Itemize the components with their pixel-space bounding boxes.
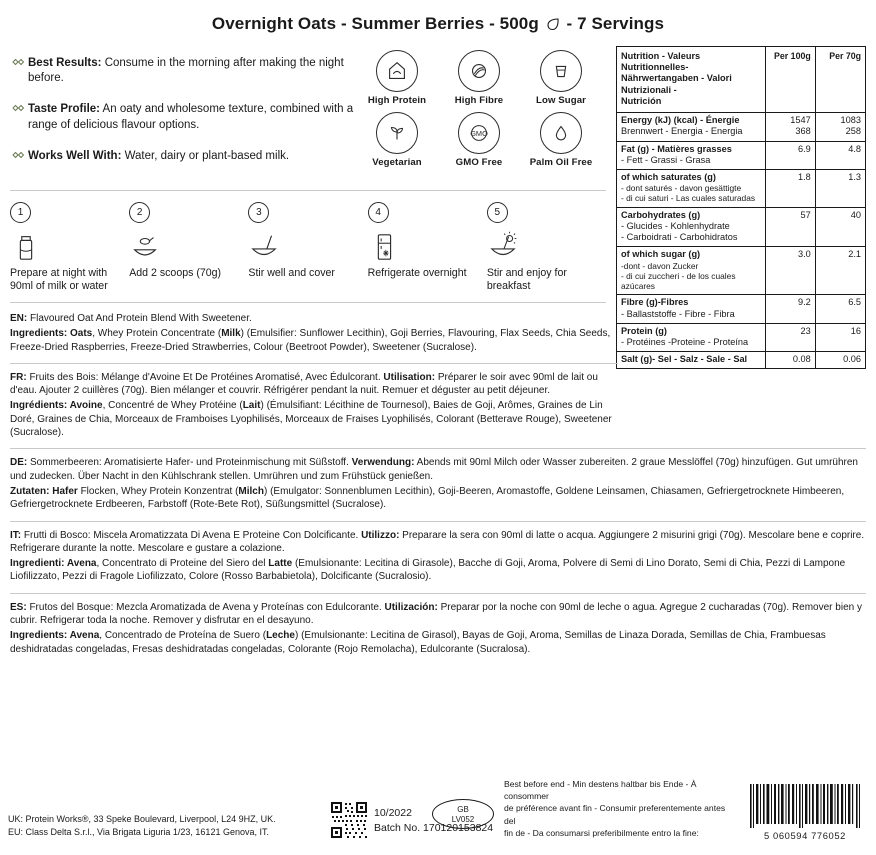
step-number: 5 xyxy=(487,202,508,223)
nutrient-name: Carbohydrates (g) xyxy=(621,209,701,220)
lang-intro-text: Frutti di Bosco: Miscela Aromatizzata Di Avena E Proteine Con Dolcificante. Utilizzo: Preparare la sera con 90ml di latte o acqua. Aggiungere 2 misurini grigi (70g). Mescolare bene e coprire. Refrigerare durante la notte. Mescolare e gustare a colazione. xyxy=(10,529,865,554)
ingredients-es xyxy=(10,593,866,665)
lang-ingredients: Ingredienti: Avena, Concentrato di Proteine del Siero del Latte (Emulsionante: Lecitina di Girasole), Bacche di Goji, Aroma, Polvere di Semi di Lino Dorato, Semi di Chia, Pezzi di Lampone Liofilizzato, Pezzi di Fragole Liofilizzato, Colore (Rosso Barbabietola), Dolcificante (Sucralosio). xyxy=(10,558,846,583)
badge-label: High Protein xyxy=(367,95,427,106)
list-item xyxy=(10,56,354,86)
value-per-100g: 1547 xyxy=(790,115,811,126)
ingredients-en xyxy=(10,305,618,363)
badge-label: Low Sugar xyxy=(536,95,586,106)
diamond-bullet-icon xyxy=(10,102,28,112)
table-row xyxy=(617,207,865,247)
step-text: Prepare at night with 90ml of milk or water xyxy=(10,267,108,293)
badge-label: Palm Oil Free xyxy=(529,157,593,168)
address-line-uk: UK: Protein Works®, 33 Speke Boulevard, Liverpool, L24 9HZ, UK. xyxy=(8,813,276,824)
nutrient-name: Fibre (g)-Fibres xyxy=(621,297,689,308)
highlight-text xyxy=(28,56,354,86)
nutrient-name: of which sugar (g) xyxy=(621,249,701,260)
lang-ingredients: Ingredients: Oats, Whey Protein Concentrate (Milk) (Emulsifier: Sunflower Lecithin), Goji Berries, Flavouring, Flax Seeds, Chia Seeds, Freeze-Dried Raspberries, Freeze-Dried Strawberries, Colour (Beetroot Powder), Sweetener (Sucralose). xyxy=(10,328,611,353)
manufacturer-address xyxy=(8,813,276,839)
nutrient-name: Salt (g)- Sel - Salz - Sale - Sal xyxy=(621,354,748,365)
palm-oil-free-drop-icon xyxy=(540,112,582,154)
fibre-coil-icon xyxy=(458,50,500,92)
lang-ingredients: Ingrédients: Avoine, Concentré de Whey Protéine (Lait) (Émulsifiant: Lécithine de Tournesol), Baies de Goji, Arômes, Graines de Lin Doré, Graines de Chia, Morceaux de Framboises Lyophilisés, Morceaux de Fraises Lyophilisés, Colorant (Betterave Rouge), Sweetener (Sucralose). xyxy=(10,400,612,439)
health-mark-country: GB xyxy=(457,805,469,814)
value-per-100g: 0.08 xyxy=(765,352,815,369)
badge-palm-oil-free xyxy=(520,112,602,168)
low-sugar-cup-icon xyxy=(540,50,582,92)
value-per-100g: 9.2 xyxy=(765,295,815,323)
best-before-line: fin de - Da consumarsi preferibilmente entro la fine: xyxy=(504,827,699,838)
nutrient-subname: - Carboidrati - Carbohidratos xyxy=(621,232,738,243)
lang-code: DE: xyxy=(10,457,28,469)
value-per-100g: 57 xyxy=(765,207,815,247)
highlights-list xyxy=(10,56,354,180)
step-4 xyxy=(368,202,487,293)
nutrient-name: of which saturates (g) xyxy=(621,171,716,182)
highlight-body: Water, dairy or plant-based milk. xyxy=(121,149,290,162)
badge-label: GMO Free xyxy=(455,157,503,168)
barcode-icon xyxy=(748,784,868,828)
value-per-70g: 4.8 xyxy=(815,141,865,169)
svg-text:GMO: GMO xyxy=(470,128,488,138)
divider-bottom xyxy=(10,302,606,303)
scoop-bowl-icon xyxy=(129,227,248,263)
qr-code-icon xyxy=(330,801,368,839)
step-3 xyxy=(248,202,367,293)
address-line-eu: EU: Class Delta S.r.l., Via Brigata Liguria 1/23, 16121 Genova, IT. xyxy=(8,826,269,837)
value-per-100g: 3.0 xyxy=(765,247,815,295)
vegetarian-sprout-icon xyxy=(376,112,418,154)
lang-intro-text: Sommerbeeren: Aromatisierte Hafer- und Proteinmischung mit Süßstoff. Verwendung: Abends mit 90ml Milch oder Wasser zubereiten. 2 graue Messlöffel (70g) hinzufügen. Gut umrühren und zudecken. Über Nacht in den Kühlschrank stellen. Umrühren und zum Frühstück genießen. xyxy=(10,457,858,482)
ingredients-fr xyxy=(10,363,618,448)
nutrient-name: Fat (g) - Matières grasses xyxy=(621,143,732,154)
nutrient-subname: - Glucides - Kohlenhydrate xyxy=(621,220,730,231)
page-title xyxy=(0,14,876,34)
leaf-icon xyxy=(546,17,560,31)
batch-number: Batch No. 170120153824 xyxy=(374,822,494,835)
column-header-per-100g: Per 100g xyxy=(765,47,815,113)
step-number: 3 xyxy=(248,202,269,223)
ingredients-it xyxy=(10,522,866,593)
production-date: 10/2022 xyxy=(374,806,412,819)
badge-high-protein xyxy=(356,50,438,106)
highlight-label: Works Well With: xyxy=(28,149,122,162)
page-title-text: Overnight Oats - Summer Berries - 500g xyxy=(211,14,539,33)
lang-ingredients: Ingredients: Avena, Concentrado de Proteína de Suero (Leche) (Emulsionante: Lecitina de Girasol), Bayas de Goji, Aroma, Semillas de Linaza Dorada, Semillas de Chia, Frambuesas deshidratadas congeladas, Fresas deshidratadas congeladas, Colorante (Rojo Remolacha), Edulcorante (Sucralosa). xyxy=(10,630,826,655)
sunrise-bowl-icon xyxy=(487,227,606,263)
health-mark-oval xyxy=(432,799,494,829)
lang-intro xyxy=(10,456,866,483)
health-mark-code: LV052 xyxy=(451,815,475,824)
step-text: Stir and enjoy for breakfast xyxy=(486,267,567,293)
gmo-free-icon xyxy=(458,112,500,154)
claims-badges xyxy=(356,50,604,174)
step-5 xyxy=(487,202,606,293)
nutrient-subname: - Protéines -Proteine - Proteína xyxy=(621,336,749,347)
highlight-label: Best Results: xyxy=(28,57,102,69)
nutrient-subname: - dont saturés - davon gesättigte xyxy=(621,183,742,194)
badge-high-fibre xyxy=(438,50,520,106)
lang-ingredients: Zutaten: Hafer Flocken, Whey Protein Konzentrat (Milch) (Emulgator: Sonnenblumen Lecithin), Goji-Beeren, Aromastoffe, Goldene Leinsamen, Chiasamen, Gefriergetrocknete Himbeeren, Gefriergetrocknete Erdbeeren, Farbstoff (Rote-Bete Rot), Süßungsmittel (Sucralose). xyxy=(10,485,845,511)
badge-label: Vegetarian xyxy=(372,157,422,168)
lang-code: IT: xyxy=(10,529,22,541)
badge-low-sugar xyxy=(520,50,602,106)
step-text: Add 2 scoops (70g) xyxy=(129,267,222,279)
value-per-100g: 1.8 xyxy=(765,169,815,207)
value-per-70g: 6.5 xyxy=(815,295,865,323)
ingredients-de xyxy=(10,448,866,521)
lang-code: FR: xyxy=(10,371,27,383)
list-item xyxy=(10,149,354,164)
lang-intro xyxy=(10,312,618,325)
step-text: Refrigerate overnight xyxy=(367,267,467,279)
highlight-body: Consume in the morning after making the night before. xyxy=(28,57,344,85)
jar-icon xyxy=(10,227,129,263)
step-text: Stir well and cover xyxy=(248,267,335,279)
lang-intro-text: Frutos del Bosque: Mezcla Aromatizada de Avena y Proteínas con Edulcorante. Utilización: Preparar por la noche con 90ml de leche o agua. Agregue 2 cucharadas (70g). Remover bien y cubrir. Refrigerar toda la noche. Remover y disfrutar en el desayuno. xyxy=(10,601,862,627)
nutrient-subname: - di cui zuccheri - de los cuales azúcares xyxy=(621,270,736,292)
best-before-line: Best before end - Min destens haltbar bis Ende - À consommer xyxy=(504,778,697,802)
highlight-label: Taste Profile: xyxy=(28,103,100,116)
lang-intro xyxy=(10,529,866,556)
nutrient-subname: -dont - davon Zucker xyxy=(621,260,699,271)
nutrient-subname: - Ballaststoffe - Fibre - Fibra xyxy=(621,308,735,319)
fridge-icon xyxy=(368,227,487,263)
divider-top xyxy=(10,190,606,191)
step-2 xyxy=(129,202,248,293)
best-before-text xyxy=(504,778,736,839)
step-number: 1 xyxy=(10,202,31,223)
table-row xyxy=(617,113,865,141)
lang-code: ES: xyxy=(10,601,27,613)
nutrient-name: Protein (g) xyxy=(621,325,667,336)
table-row xyxy=(617,169,865,207)
diamond-bullet-icon xyxy=(10,56,28,66)
list-item xyxy=(10,102,354,132)
value-per-70g: 0.06 xyxy=(815,352,865,369)
value-per-100g: 6.9 xyxy=(765,141,815,169)
highlight-text xyxy=(28,149,289,164)
lang-code: EN: xyxy=(10,313,28,324)
nutrient-name: Energy (kJ) (kcal) - Énergie xyxy=(621,115,740,126)
stir-bowl-icon xyxy=(248,227,367,263)
lang-intro xyxy=(10,371,618,398)
lang-intro-text: Flavoured Oat And Protein Blend With Sweetener. xyxy=(27,313,252,324)
ingredients-sections xyxy=(10,305,866,665)
barcode-number: 5 060594 776052 xyxy=(764,830,846,841)
preparation-steps xyxy=(10,202,606,293)
nutrient-subname: Brennwert - Energia - Energia xyxy=(621,126,743,137)
highlight-body: An oaty and wholesome texture, combined with a range of delicious flavour options. xyxy=(28,103,354,131)
table-row xyxy=(617,247,865,295)
highlight-text xyxy=(28,102,354,132)
nutrition-header-line: Nährwertangaben - Valori Nutrizionali - xyxy=(621,73,732,95)
value-per-70g: 1083 xyxy=(840,115,861,126)
lang-intro xyxy=(10,601,866,628)
nutrient-subname: - di cui saturi - Las cuales saturadas xyxy=(621,193,756,204)
step-number: 2 xyxy=(129,202,150,223)
lang-intro-text: Fruits des Bois: Mélange d'Avoine Et De Protéines Aromatisé, Avec Édulcorant. Utilisation: Préparer le soir avec 90ml de lait ou d'eau. Ajouter 2 cuillères (70g). Bien mélanger et couvrir. Réfrigérer pendant la nuit. Remuer et déguster au petit déjeuner. xyxy=(10,371,598,397)
nutrition-header-title xyxy=(617,47,765,113)
nutrition-header-line: Nutrition - Valeurs Nutritionnelles- xyxy=(621,51,701,73)
nutrient-subname: - Fett - Grassi - Grasa xyxy=(621,154,711,165)
diamond-bullet-icon xyxy=(10,149,28,159)
table-row xyxy=(617,141,865,169)
best-before-line: de préférence avant fin - Consumir preferentemente antes del xyxy=(504,803,726,826)
badge-vegetarian xyxy=(356,112,438,168)
value-per-100g: 23 xyxy=(765,323,815,351)
nutrition-header-line: Nutrición xyxy=(621,95,662,106)
value-per-70g: 2.1 xyxy=(815,247,865,295)
badge-gmo-free xyxy=(438,112,520,168)
step-1 xyxy=(10,202,129,293)
page-title-servings: - 7 Servings xyxy=(566,14,665,33)
value-per-70g: 16 xyxy=(815,323,865,351)
step-number: 4 xyxy=(368,202,389,223)
value-per-70g: 1.3 xyxy=(815,169,865,207)
value-per-70g: 40 xyxy=(815,207,865,247)
table-header-row xyxy=(617,47,865,113)
house-protein-icon xyxy=(376,50,418,92)
value-per-70g: 258 xyxy=(845,126,861,137)
badge-label: High Fibre xyxy=(454,95,504,106)
value-per-100g: 368 xyxy=(795,126,811,137)
column-header-per-70g: Per 70g xyxy=(815,47,865,113)
